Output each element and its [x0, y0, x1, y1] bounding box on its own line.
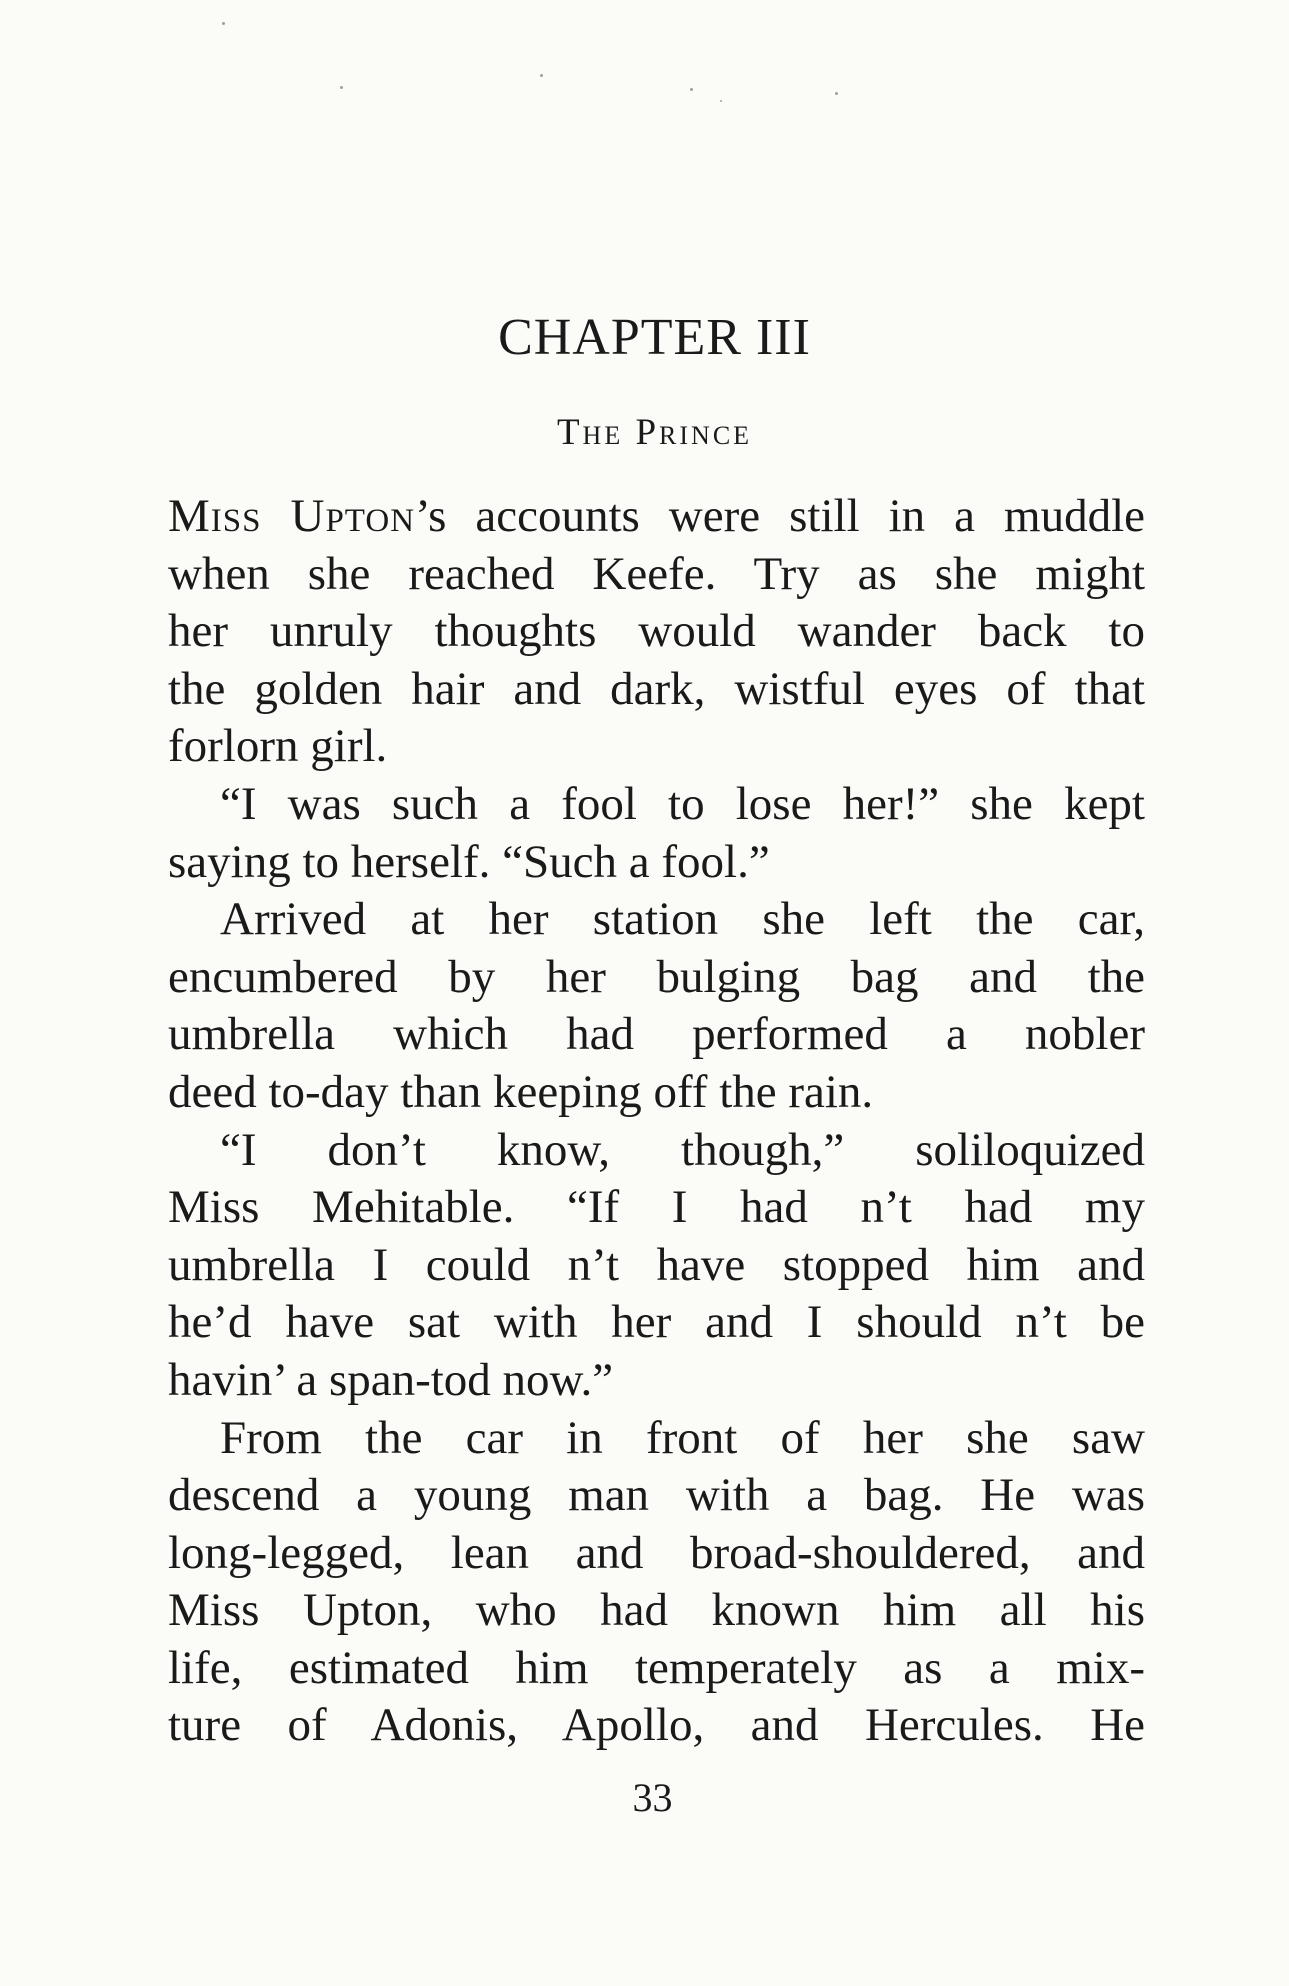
text-line: long-legged, lean and broad-shouldered, and [168, 1526, 1145, 1579]
text-line: life, estimated him temperately as a mix- [168, 1641, 1145, 1694]
text-line: umbrella which had performed a nobler [168, 1008, 1145, 1061]
print-speck [340, 86, 343, 89]
text-line [168, 488, 1145, 546]
text-line: the golden hair and dark, wistful eyes of that [168, 662, 1145, 715]
text-line: her unruly thoughts would wander back to [168, 605, 1145, 658]
print-speck [720, 100, 722, 102]
text-line: encumbered by her bulging bag and the [168, 950, 1145, 1003]
text-line: when she reached Keefe. Try as she might [168, 547, 1145, 600]
text-line: “I don’t know, though,” soliloquized [220, 1123, 1145, 1176]
print-speck [835, 92, 838, 95]
page-number: 33 [632, 1775, 673, 1820]
text-line: Miss Upton, who had known him all his [168, 1584, 1145, 1637]
text-line: saying to herself. “Such a fool.” [168, 835, 770, 888]
text-line: deed to-day than keeping off the rain. [168, 1065, 874, 1118]
paragraph [168, 891, 1145, 1121]
text-fragment: ’s accounts were still in a muddle [415, 490, 1145, 542]
text-line: he’d have sat with her and I should n’t be [168, 1296, 1145, 1349]
chapter-subtitle: The Prince [556, 412, 753, 453]
print-speck [540, 74, 543, 77]
print-speck [690, 88, 693, 91]
paragraph [168, 776, 1145, 891]
text-line: “I was such a fool to lose her!” she kept [220, 777, 1145, 830]
text-line: Miss Mehitable. “If I had n’t had my [168, 1181, 1145, 1234]
small-caps-name: Upton [290, 490, 416, 542]
text-line: ture of Adonis, Apollo, and Hercules. He [168, 1699, 1145, 1752]
paragraph [168, 488, 1145, 776]
print-speck [222, 22, 225, 25]
text-line: From the car in front of her she saw [220, 1411, 1145, 1464]
text-line: descend a young man with a bag. He was [168, 1469, 1145, 1522]
body-text [168, 488, 1145, 1755]
text-line: umbrella I could n’t have stopped him and [168, 1238, 1145, 1291]
text-line: havin’ a span-tod now.” [168, 1353, 614, 1406]
chapter-title: CHAPTER III [498, 309, 811, 366]
text-line: forlorn girl. [168, 720, 388, 773]
paragraph [168, 1122, 1145, 1410]
text-line: Arrived at her station she left the car, [220, 893, 1145, 946]
small-caps-name: Miss [168, 490, 262, 542]
paragraph [168, 1410, 1145, 1756]
